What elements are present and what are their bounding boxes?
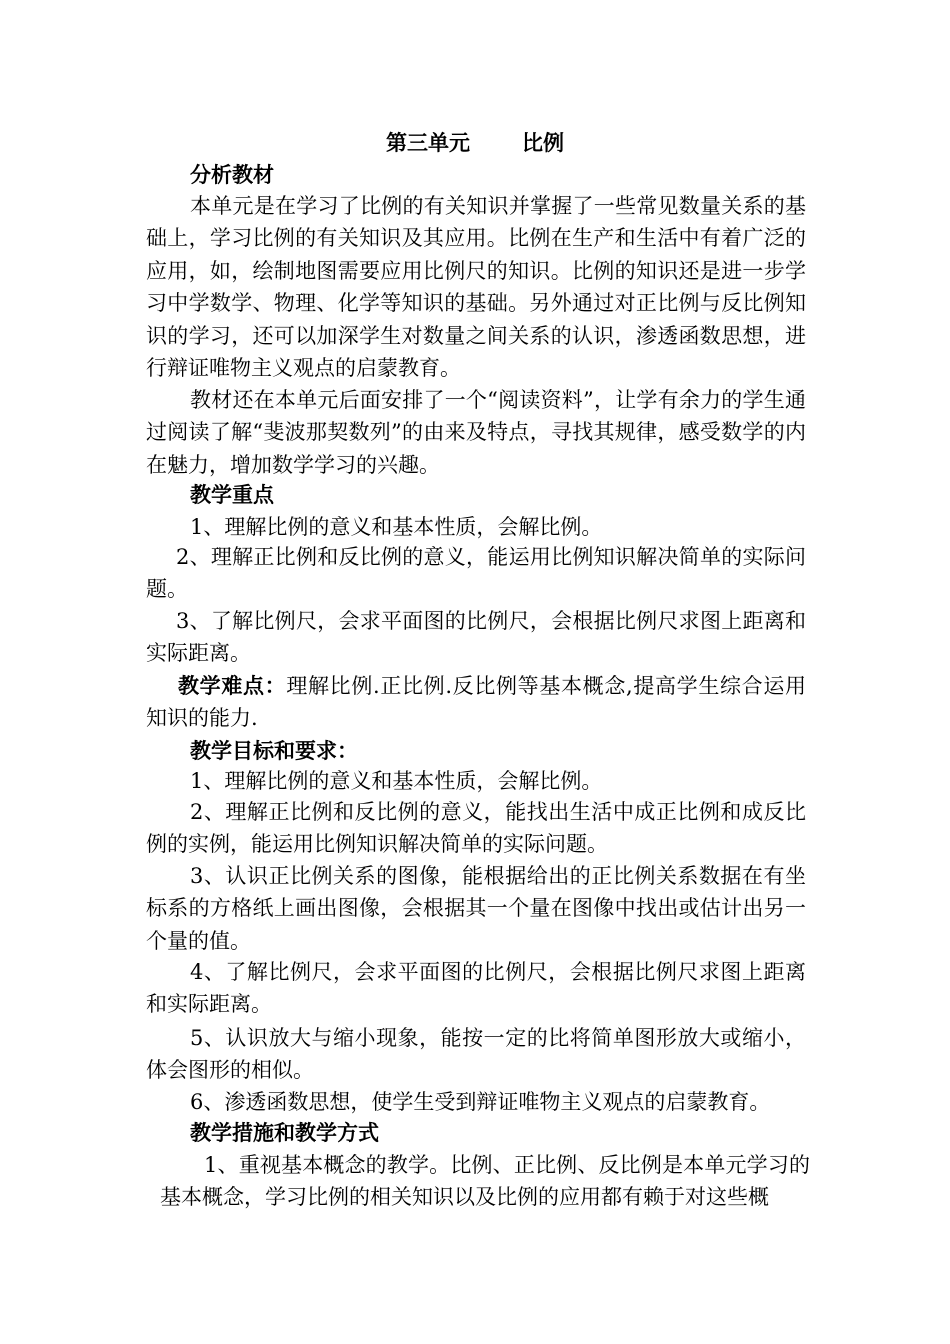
paragraph-analysis-2: 教材还在本单元后面安排了一个“阅读资料”，让学有余力的学生通过阅读了解“斐波那契数列”的由来及特点，寻找其规律，感受数学的内在魅力，增加数学学习的兴趣。 bbox=[146, 388, 806, 477]
goal-5: 5、认识放大与缩小现象，能按一定的比将简单图形放大或缩小，体会图形的相似。 bbox=[146, 1026, 806, 1083]
key-point-3: 3、了解比例尺，会求平面图的比例尺，会根据比例尺求图上距离和实际距离。 bbox=[146, 609, 806, 666]
method-1: 1、重视基本概念的教学。比例、正比例、反比例是本单元学习的基本概念，学习比例的相关知识以及比例的应用都有赖于对这些概 bbox=[160, 1153, 810, 1210]
goal-2: 2、理解正比例和反比例的意义，能找出生活中成正比例和成反比例的实例，能运用比例知识解决简单的实际问题。 bbox=[146, 800, 806, 857]
heading-goals: 教学目标和要求： bbox=[190, 739, 358, 763]
heading-key-points: 教学重点 bbox=[190, 483, 274, 507]
key-point-1: 1、理解比例的意义和基本性质，会解比例。 bbox=[190, 515, 603, 539]
heading-methods: 教学措施和教学方式 bbox=[190, 1121, 379, 1145]
goal-3: 3、认识正比例关系的图像，能根据给出的正比例关系数据在有坐标系的方格纸上画出图像，会根据其一个量在图像中找出或估计出另一个量的值。 bbox=[146, 864, 806, 953]
paragraph-analysis-1: 本单元是在学习了比例的有关知识并掌握了一些常见数量关系的基础上，学习比例的有关知识及其应用。比例在生产和生活中有着广泛的应用，如，绘制地图需要应用比例尺的知识。比例的知识还是进一步学习中学数学、物理、化学等知识的基础。另外通过对正比例与反比例知识的学习，还可以加深学生对数量之间关系的认识，渗透函数思想，进行辩证唯物主义观点的启蒙教育。 bbox=[146, 194, 806, 381]
goal-6: 6、渗透函数思想，使学生受到辩证唯物主义观点的启蒙教育。 bbox=[190, 1090, 771, 1114]
paragraph-difficulty bbox=[146, 670, 806, 735]
goal-1: 1、理解比例的意义和基本性质，会解比例。 bbox=[190, 769, 603, 793]
heading-analysis: 分析教材 bbox=[190, 163, 274, 187]
difficulty-label: 教学难点： bbox=[178, 674, 287, 698]
page-title bbox=[0, 128, 950, 158]
title-topic: 比例 bbox=[522, 131, 564, 155]
goal-4: 4、了解比例尺，会求平面图的比例尺，会根据比例尺求图上距离和实际距离。 bbox=[146, 960, 806, 1017]
key-point-2: 2、理解正比例和反比例的意义，能运用比例知识解决简单的实际问题。 bbox=[146, 545, 806, 602]
title-unit: 第三单元 bbox=[386, 131, 470, 155]
difficulty-text: 理解比例.正比例.反比例等基本概念,提高学生综合运用知识的能力. bbox=[146, 674, 806, 731]
